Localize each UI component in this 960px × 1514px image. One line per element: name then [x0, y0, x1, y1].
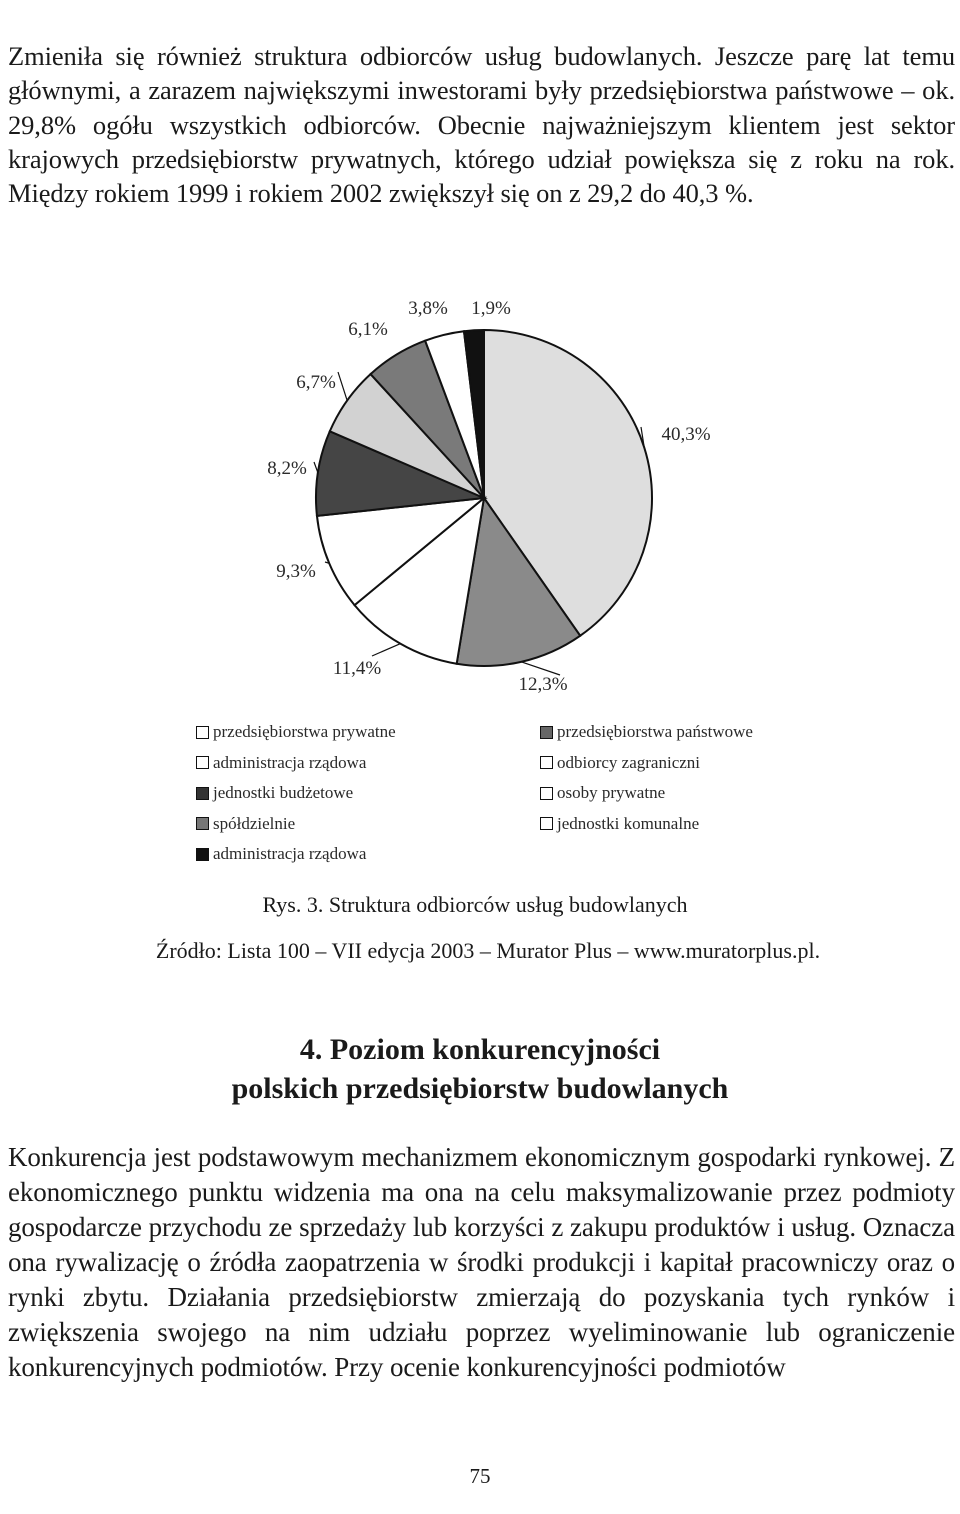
pie-leader-line — [314, 462, 318, 473]
pie-slice-label: 11,4% — [332, 658, 382, 679]
legend-item — [196, 809, 396, 840]
legend-swatch — [196, 817, 209, 830]
legend-item — [196, 717, 396, 748]
figure-source: Źródło: Lista 100 – VII edycja 2003 – Murator Plus – www.muratorplus.pl. — [155, 938, 821, 963]
legend-label: administracja rządowa — [213, 752, 367, 772]
legend-swatch — [196, 848, 209, 861]
pie-leader-line — [372, 644, 400, 656]
figure-caption: Rys. 3. Struktura odbiorców usług budowlanych — [262, 892, 688, 917]
legend-label: jednostki komunalne — [557, 813, 700, 833]
pie-slice-label: 9,3% — [276, 561, 316, 582]
legend-label: administracja rządowa — [213, 844, 367, 864]
section-heading-line-2: polskich przedsiębiorstw budowlanych — [231, 1072, 729, 1105]
pie-slice-label: 1,9% — [471, 298, 511, 319]
page-number: 75 — [469, 1464, 491, 1488]
legend-item — [196, 778, 396, 809]
body-paragraph: Konkurencja jest podstawowym mechanizmem ekonomicznym gospodarki rynkowej. Z ekonomicznego punktu widzenia ma ona na celu maksymalizowanie przez podmioty gospodarcze przychodu ze sprzedaży lub korzyści z zakupu produktów i usług. Oznacza ona rywalizację o źródła zaopatrzenia w środki produkcji i kapitał pracowniczy oraz o rynki zbytu. Działania przedsiębiorstw zmierzają do pozyskania tych rynków i zwiększenia swojego na nim udziału poprzez wyeliminowanie lub ograniczenie konkurencyjnych podmiotów. Przy ocenie konkurencyjności podmiotów — [8, 1142, 955, 1382]
legend-label: osoby prywatne — [557, 783, 666, 803]
pie-slice-label: 40,3% — [661, 424, 711, 445]
section-heading-line-1: 4. Poziom konkurencyjności — [299, 1033, 661, 1066]
legend-right-column — [540, 717, 753, 839]
legend-item — [540, 809, 753, 840]
pie-slices — [316, 330, 652, 666]
legend-swatch — [540, 756, 553, 769]
legend-item — [196, 748, 396, 779]
pie-slice-label: 3,8% — [408, 298, 448, 319]
legend-label: jednostki budżetowe — [213, 783, 354, 803]
pie-slice-label: 12,3% — [518, 674, 568, 695]
legend-swatch — [540, 726, 553, 739]
legend-label: spółdzielnie — [213, 813, 296, 833]
legend-swatch — [196, 756, 209, 769]
legend-label: przedsiębiorstwa państwowe — [557, 722, 753, 742]
pie-slice-label: 8,2% — [267, 458, 307, 479]
legend-item — [540, 748, 753, 779]
legend-label: przedsiębiorstwa prywatne — [213, 722, 396, 742]
intro-paragraph: Zmieniła się również struktura odbiorców usług budowlanych. Jeszcze parę lat temu głównymi, a zarazem największymi inwestorami były przedsiębiorstwa państwowe – ok. 29,8% ogółu wszystkich odbiorców. Obecnie najważniejszym klientem jest sektor krajowych przedsiębiorstw prywatnych, którego udział powiększa się z roku na rok. Między rokiem 1999 i rokiem 2002 zwiększył się on z 29,2 do 40,3 %. — [8, 41, 955, 209]
legend-swatch — [196, 787, 209, 800]
pie-slice-label: 6,1% — [348, 319, 388, 340]
pie-chart — [0, 280, 960, 710]
legend-swatch — [540, 787, 553, 800]
pie-leader-line — [338, 372, 347, 401]
legend-swatch — [196, 726, 209, 739]
pie-slice-label: 6,7% — [296, 372, 336, 393]
legend-item — [540, 778, 753, 809]
legend-item — [196, 839, 396, 870]
legend-item — [540, 717, 753, 748]
legend-label: odbiorcy zagraniczni — [557, 752, 701, 772]
legend-left-column — [196, 717, 396, 870]
legend-swatch — [540, 817, 553, 830]
